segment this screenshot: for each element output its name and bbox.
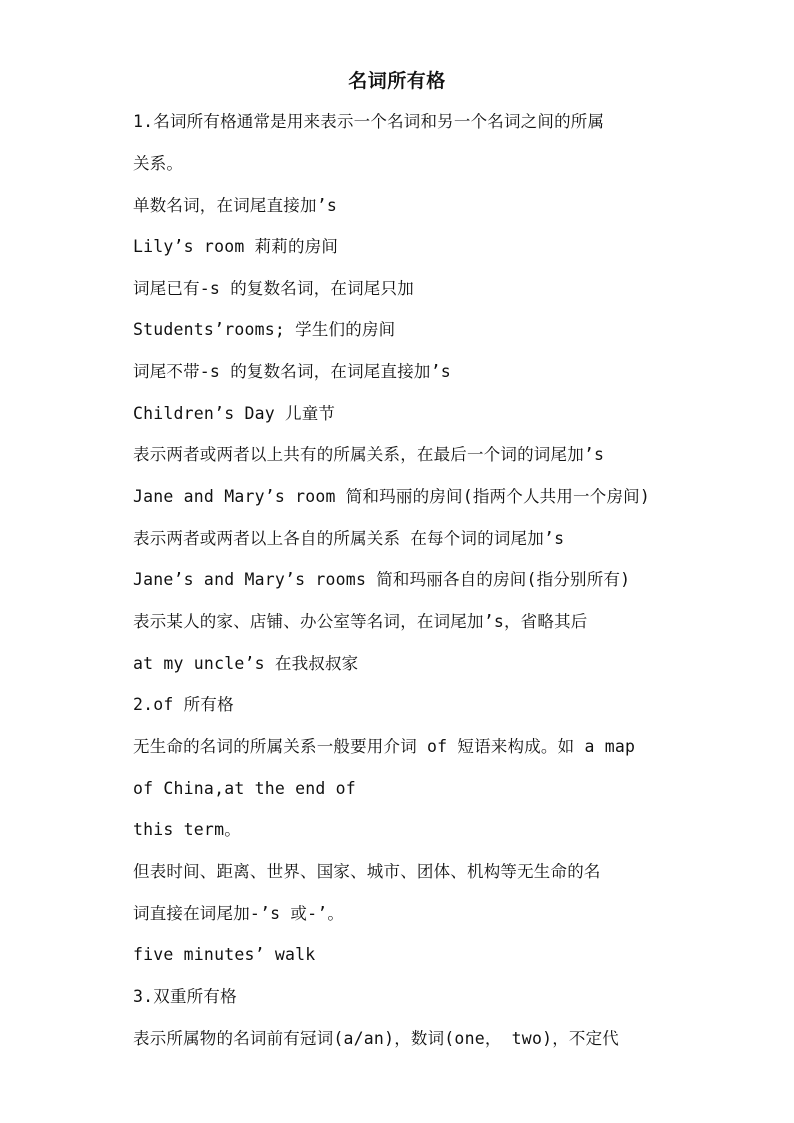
section-heading: 3.双重所有格 (133, 987, 237, 1006)
text-line: 1.名词所有格通常是用来表示一个名词和另一个名词之间的所属 (133, 112, 605, 131)
text-line: 表示两者或两者以上各自的所属关系 在每个词的词尾加’s (133, 529, 565, 548)
text-line: 词尾已有-s 的复数名词，在词尾只加 (133, 279, 414, 298)
text-line: 无生命的名词的所属关系一般要用介词 of 短语来构成。如 a map (133, 737, 636, 756)
text-line: 表示某人的家、店铺、办公室等名词，在词尾加’s，省略其后 (133, 612, 588, 631)
page-title: 名词所有格 (348, 70, 446, 92)
text-line: 但表时间、距离、世界、国家、城市、团体、机构等无生命的名 (133, 862, 601, 881)
text-line: Jane’s and Mary’s rooms 简和玛丽各自的房间(指分别所有) (133, 570, 631, 589)
text-line: at my uncle’s 在我叔叔家 (133, 654, 359, 673)
text-line: 表示所属物的名词前有冠词(a/an)，数词(one， two)，不定代 (133, 1029, 620, 1048)
text-line: Jane and Mary’s room 简和玛丽的房间(指两个人共用一个房间) (133, 487, 650, 506)
text-line: 单数名词，在词尾直接加’s (133, 196, 337, 215)
text-line: 表示两者或两者以上共有的所属关系，在最后一个词的词尾加’s (133, 445, 605, 464)
section-heading: 2.of 所有格 (133, 695, 234, 714)
text-line: Lily’s room 莉莉的房间 (133, 237, 339, 256)
text-line: 词尾不带-s 的复数名词，在词尾直接加’s (133, 362, 451, 381)
text-line: 关系。 (133, 154, 184, 173)
text-line: Students’rooms; 学生们的房间 (133, 320, 396, 339)
text-line: of China,at the end of (133, 779, 356, 798)
text-line: Children’s Day 儿童节 (133, 404, 336, 423)
text-line: 词直接在词尾加-’s 或-’。 (133, 904, 345, 923)
text-line: five minutes’ walk (133, 945, 316, 964)
text-line: this term。 (133, 820, 241, 839)
